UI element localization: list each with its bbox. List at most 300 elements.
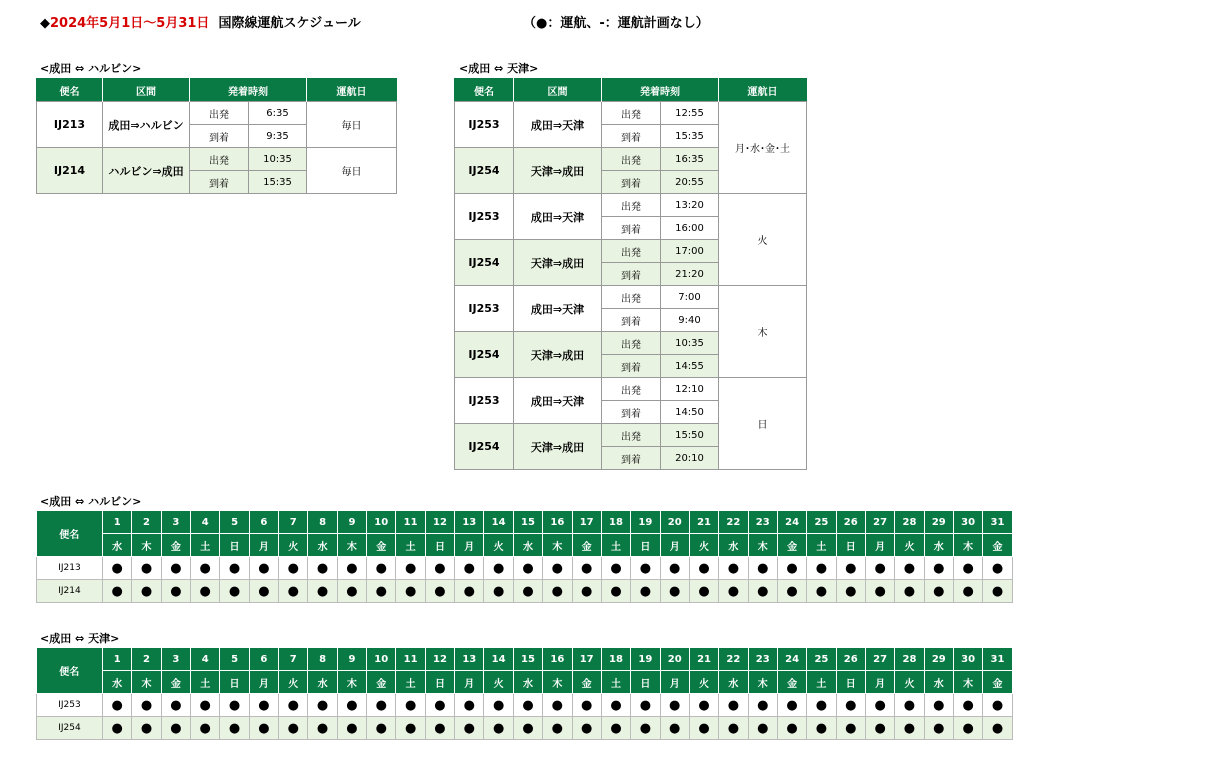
- calendar-flight-header: 便名: [37, 511, 103, 557]
- operation-mark: ●: [748, 580, 777, 603]
- operation-mark: ●: [455, 694, 484, 717]
- operation-mark: ●: [983, 694, 1012, 717]
- route: 天津⇒成田: [514, 424, 602, 470]
- operating-days: 月･水･金･土: [719, 102, 807, 194]
- calendar-weekday: 水: [103, 671, 132, 694]
- calendar-flight-row: [37, 694, 1013, 717]
- calendar-weekday: 水: [103, 534, 132, 557]
- arrive-time: 15:35: [661, 125, 719, 148]
- calendar-weekday: 月: [249, 534, 278, 557]
- operation-mark: ●: [161, 557, 190, 580]
- operating-days: 日: [719, 378, 807, 470]
- operation-mark: ●: [279, 717, 308, 740]
- operation-mark: ●: [953, 557, 982, 580]
- calendar-day: 6: [249, 511, 278, 534]
- operation-mark: ●: [279, 580, 308, 603]
- depart-label: 出発: [602, 378, 661, 401]
- calendar-day: 10: [367, 648, 396, 671]
- flight-number: IJ254: [455, 332, 514, 378]
- operation-mark: ●: [924, 717, 953, 740]
- harbin-schedule-table: [36, 78, 397, 194]
- calendar-day: 8: [308, 511, 337, 534]
- depart-time: 13:20: [661, 194, 719, 217]
- operation-mark: ●: [895, 694, 924, 717]
- calendar-weekday: 日: [220, 534, 249, 557]
- operation-mark: ●: [484, 717, 513, 740]
- operation-mark: ●: [572, 580, 601, 603]
- calendar-day: 22: [719, 511, 748, 534]
- calendar-weekday: 日: [836, 671, 865, 694]
- calendar-weekday: 土: [601, 671, 630, 694]
- calendar-day: 19: [631, 511, 660, 534]
- calendar-weekday: 金: [777, 534, 806, 557]
- calendar-day: 18: [601, 511, 630, 534]
- calendar-weekday: 金: [161, 671, 190, 694]
- route: 成田⇒天津: [514, 378, 602, 424]
- arrive-label: 到着: [602, 217, 661, 240]
- calendar-weekday: 土: [601, 534, 630, 557]
- calendar-day: 7: [279, 511, 308, 534]
- flight-number: IJ254: [455, 148, 514, 194]
- route: ハルビン⇒成田: [103, 148, 190, 194]
- operation-mark: ●: [425, 557, 454, 580]
- depart-time: 10:35: [249, 148, 307, 171]
- calendar-weekday: 水: [513, 671, 542, 694]
- depart-time: 15:50: [661, 424, 719, 447]
- arrive-time: 20:10: [661, 447, 719, 470]
- calendar-weekday: 土: [807, 534, 836, 557]
- calendar-weekday: 木: [132, 534, 161, 557]
- schedule-row: [455, 286, 807, 309]
- schedule-row: [37, 102, 397, 125]
- operation-mark: ●: [367, 580, 396, 603]
- schedule-row: [455, 194, 807, 217]
- operation-mark: ●: [572, 694, 601, 717]
- calendar-weekday: 月: [455, 534, 484, 557]
- operation-mark: ●: [836, 694, 865, 717]
- operation-mark: ●: [455, 580, 484, 603]
- calendar-day: 24: [777, 648, 806, 671]
- operation-mark: ●: [689, 694, 718, 717]
- operation-mark: ●: [513, 694, 542, 717]
- operation-mark: ●: [807, 557, 836, 580]
- operation-mark: ●: [484, 557, 513, 580]
- calendar-weekday: 水: [924, 671, 953, 694]
- arrive-label: 到着: [190, 125, 249, 148]
- operation-mark: ●: [455, 557, 484, 580]
- calendar-day: 14: [484, 511, 513, 534]
- calendar-weekday: 月: [455, 671, 484, 694]
- depart-label: 出発: [602, 286, 661, 309]
- schedule-period: 2024年5月1日～5月31日: [50, 16, 210, 31]
- operation-mark: ●: [777, 717, 806, 740]
- flight-number: IJ214: [37, 148, 103, 194]
- calendar-day: 26: [836, 511, 865, 534]
- calendar-weekday: 土: [396, 671, 425, 694]
- route: 成田⇒ハルビン: [103, 102, 190, 148]
- operation-mark: ●: [807, 694, 836, 717]
- calendar-weekday: 木: [543, 671, 572, 694]
- calendar-day: 2: [132, 648, 161, 671]
- depart-label: 出発: [602, 102, 661, 125]
- calendar-weekday: 水: [308, 534, 337, 557]
- operation-mark: ●: [572, 717, 601, 740]
- operation-mark: ●: [924, 557, 953, 580]
- operation-mark: ●: [396, 580, 425, 603]
- calendar-weekday: 日: [631, 671, 660, 694]
- operation-mark: ●: [367, 717, 396, 740]
- depart-label: 出発: [602, 332, 661, 355]
- calendar-day: 29: [924, 648, 953, 671]
- arrive-label: 到着: [602, 447, 661, 470]
- diamond-bullet: ◆: [40, 16, 50, 31]
- operation-mark: ●: [983, 580, 1012, 603]
- arrive-time: 21:20: [661, 263, 719, 286]
- operation-mark: ●: [337, 717, 366, 740]
- operation-mark: ●: [132, 694, 161, 717]
- operation-mark: ●: [337, 694, 366, 717]
- calendar-weekday: 木: [953, 534, 982, 557]
- operation-mark: ●: [660, 557, 689, 580]
- calendar-day: 23: [748, 648, 777, 671]
- calendar-day: 4: [191, 511, 220, 534]
- calendar-day: 11: [396, 511, 425, 534]
- operation-mark: ●: [132, 717, 161, 740]
- operation-mark: ●: [719, 694, 748, 717]
- depart-label: 出発: [602, 194, 661, 217]
- table-header-row: [455, 79, 807, 102]
- calendar-weekday: 金: [367, 671, 396, 694]
- operation-mark: ●: [719, 717, 748, 740]
- operation-mark: ●: [455, 717, 484, 740]
- operation-mark: ●: [425, 717, 454, 740]
- calendar-day: 14: [484, 648, 513, 671]
- arrive-label: 到着: [602, 171, 661, 194]
- header-route: 区間: [514, 79, 602, 102]
- arrive-time: 9:35: [249, 125, 307, 148]
- calendar-weekday: 月: [865, 534, 894, 557]
- calendar-weekday: 火: [484, 534, 513, 557]
- calendar-day: 3: [161, 511, 190, 534]
- header-days: 運航日: [307, 79, 397, 102]
- arrive-time: 14:50: [661, 401, 719, 424]
- calendar-day: 9: [337, 648, 366, 671]
- calendar-weekday: 金: [777, 671, 806, 694]
- calendar-weekday: 月: [660, 671, 689, 694]
- calendar-weekday: 水: [719, 534, 748, 557]
- arrive-time: 14:55: [661, 355, 719, 378]
- calendar-day: 28: [895, 511, 924, 534]
- harbin-section-label: <成田 ⇔ ハルビン>: [40, 62, 142, 75]
- operation-mark: ●: [220, 694, 249, 717]
- operation-mark: ●: [631, 717, 660, 740]
- operating-days: 毎日: [307, 148, 397, 194]
- operation-mark: ●: [660, 694, 689, 717]
- arrive-time: 9:40: [661, 309, 719, 332]
- arrive-time: 20:55: [661, 171, 719, 194]
- operation-mark: ●: [719, 580, 748, 603]
- operation-mark: ●: [836, 717, 865, 740]
- calendar-day: 22: [719, 648, 748, 671]
- calendar-weekday: 水: [719, 671, 748, 694]
- calendar-day: 24: [777, 511, 806, 534]
- operation-mark: ●: [249, 557, 278, 580]
- operating-days: 火: [719, 194, 807, 286]
- operation-mark: ●: [103, 694, 132, 717]
- operation-mark: ●: [660, 580, 689, 603]
- operation-mark: ●: [953, 717, 982, 740]
- calendar-weekday: 火: [279, 671, 308, 694]
- calendar-day: 26: [836, 648, 865, 671]
- route: 天津⇒成田: [514, 240, 602, 286]
- calendar-flight-code: IJ213: [37, 557, 103, 580]
- operation-mark: ●: [660, 717, 689, 740]
- flight-number: IJ213: [37, 102, 103, 148]
- calendar-day: 31: [983, 511, 1012, 534]
- operation-mark: ●: [132, 557, 161, 580]
- operation-mark: ●: [836, 557, 865, 580]
- calendar-day: 30: [953, 511, 982, 534]
- table-header-row: [37, 79, 397, 102]
- header-flight: 便名: [37, 79, 103, 102]
- calendar-day: 30: [953, 648, 982, 671]
- operation-mark: ●: [191, 580, 220, 603]
- operation-mark: ●: [895, 557, 924, 580]
- calendar-weekday: 土: [191, 534, 220, 557]
- flight-number: IJ253: [455, 286, 514, 332]
- arrive-time: 16:00: [661, 217, 719, 240]
- header-times: 発着時刻: [190, 79, 307, 102]
- operation-mark: ●: [220, 580, 249, 603]
- operation-mark: ●: [689, 557, 718, 580]
- operation-mark: ●: [249, 717, 278, 740]
- route: 天津⇒成田: [514, 148, 602, 194]
- calendar-day: 18: [601, 648, 630, 671]
- operation-mark: ●: [132, 580, 161, 603]
- calendar-weekday-row: [37, 534, 1013, 557]
- operation-mark: ●: [689, 717, 718, 740]
- operation-mark: ●: [807, 580, 836, 603]
- operation-mark: ●: [777, 580, 806, 603]
- calendar-day: 3: [161, 648, 190, 671]
- calendar-weekday: 木: [132, 671, 161, 694]
- calendar-day: 27: [865, 648, 894, 671]
- operation-mark: ●: [748, 717, 777, 740]
- operation-mark: ●: [308, 694, 337, 717]
- schedule-row: [37, 148, 397, 171]
- depart-time: 17:00: [661, 240, 719, 263]
- flight-number: IJ253: [455, 102, 514, 148]
- operation-mark: ●: [220, 717, 249, 740]
- calendar-day: 16: [543, 648, 572, 671]
- operation-mark: ●: [836, 580, 865, 603]
- calendar-weekday: 金: [161, 534, 190, 557]
- operation-mark: ●: [396, 717, 425, 740]
- operation-mark: ●: [396, 557, 425, 580]
- operation-mark: ●: [895, 717, 924, 740]
- operation-mark: ●: [161, 694, 190, 717]
- depart-label: 出発: [602, 148, 661, 171]
- calendar-weekday: 火: [279, 534, 308, 557]
- arrive-label: 到着: [602, 355, 661, 378]
- operation-mark: ●: [103, 717, 132, 740]
- operation-mark: ●: [337, 557, 366, 580]
- calendar-day: 1: [103, 511, 132, 534]
- calendar-flight-row: [37, 557, 1013, 580]
- operation-mark: ●: [924, 580, 953, 603]
- operation-mark: ●: [601, 694, 630, 717]
- depart-time: 12:55: [661, 102, 719, 125]
- operation-mark: ●: [572, 557, 601, 580]
- calendar-weekday: 土: [807, 671, 836, 694]
- calendar-weekday: 日: [836, 534, 865, 557]
- calendar-weekday: 月: [249, 671, 278, 694]
- operation-mark: ●: [601, 557, 630, 580]
- operation-mark: ●: [807, 717, 836, 740]
- depart-label: 出発: [602, 240, 661, 263]
- arrive-label: 到着: [602, 309, 661, 332]
- calendar-weekday: 水: [308, 671, 337, 694]
- route: 天津⇒成田: [514, 332, 602, 378]
- operation-mark: ●: [601, 580, 630, 603]
- calendar-weekday: 木: [337, 534, 366, 557]
- calendar-day: 21: [689, 511, 718, 534]
- operation-mark: ●: [689, 580, 718, 603]
- operation-mark: ●: [308, 717, 337, 740]
- operation-mark: ●: [601, 717, 630, 740]
- arrive-label: 到着: [602, 125, 661, 148]
- operation-mark: ●: [191, 557, 220, 580]
- calendar-weekday: 木: [748, 671, 777, 694]
- operation-mark: ●: [748, 694, 777, 717]
- calendar-weekday: 金: [572, 671, 601, 694]
- calendar-weekday: 火: [895, 534, 924, 557]
- legend-note: （●：運航、-：運航計画なし）: [523, 16, 709, 31]
- calendar-day: 25: [807, 648, 836, 671]
- calendar-flight-header: 便名: [37, 648, 103, 694]
- header-times: 発着時刻: [602, 79, 719, 102]
- operation-mark: ●: [631, 557, 660, 580]
- operation-mark: ●: [983, 717, 1012, 740]
- calendar-day: 19: [631, 648, 660, 671]
- calendar-weekday: 土: [191, 671, 220, 694]
- calendar-weekday: 火: [484, 671, 513, 694]
- depart-time: 6:35: [249, 102, 307, 125]
- calendar-weekday: 月: [660, 534, 689, 557]
- calendar-day-row: [37, 511, 1013, 534]
- tianjin-calendar-table: [36, 648, 1013, 740]
- calendar-day: 28: [895, 648, 924, 671]
- operation-mark: ●: [513, 717, 542, 740]
- calendar-weekday: 日: [425, 671, 454, 694]
- calendar-day: 10: [367, 511, 396, 534]
- operation-mark: ●: [337, 580, 366, 603]
- harbin-calendar-label: <成田 ⇔ ハルビン>: [40, 495, 142, 508]
- calendar-weekday: 木: [337, 671, 366, 694]
- schedule-row: [455, 102, 807, 125]
- calendar-weekday: 水: [513, 534, 542, 557]
- operation-mark: ●: [161, 717, 190, 740]
- operation-mark: ●: [983, 557, 1012, 580]
- operation-mark: ●: [513, 557, 542, 580]
- operation-mark: ●: [367, 694, 396, 717]
- route: 成田⇒天津: [514, 194, 602, 240]
- calendar-day: 17: [572, 648, 601, 671]
- operation-mark: ●: [279, 557, 308, 580]
- calendar-day: 17: [572, 511, 601, 534]
- depart-time: 10:35: [661, 332, 719, 355]
- calendar-day: 27: [865, 511, 894, 534]
- calendar-weekday: 火: [689, 671, 718, 694]
- operation-mark: ●: [953, 694, 982, 717]
- arrive-label: 到着: [190, 171, 249, 194]
- page-header: [40, 12, 361, 31]
- calendar-day: 29: [924, 511, 953, 534]
- calendar-weekday: 日: [631, 534, 660, 557]
- calendar-flight-code: IJ253: [37, 694, 103, 717]
- header-flight: 便名: [455, 79, 514, 102]
- operation-mark: ●: [543, 580, 572, 603]
- operation-mark: ●: [777, 557, 806, 580]
- operation-mark: ●: [308, 580, 337, 603]
- operation-mark: ●: [249, 580, 278, 603]
- harbin-calendar-table: [36, 511, 1013, 603]
- operation-mark: ●: [777, 694, 806, 717]
- operation-mark: ●: [953, 580, 982, 603]
- calendar-day: 20: [660, 511, 689, 534]
- calendar-day: 23: [748, 511, 777, 534]
- depart-time: 7:00: [661, 286, 719, 309]
- calendar-day: 15: [513, 511, 542, 534]
- depart-time: 16:35: [661, 148, 719, 171]
- calendar-flight-row: [37, 717, 1013, 740]
- operation-mark: ●: [191, 694, 220, 717]
- operation-mark: ●: [367, 557, 396, 580]
- calendar-day: 15: [513, 648, 542, 671]
- calendar-weekday: 金: [572, 534, 601, 557]
- calendar-weekday: 火: [895, 671, 924, 694]
- calendar-day: 16: [543, 511, 572, 534]
- operation-mark: ●: [748, 557, 777, 580]
- calendar-weekday: 日: [425, 534, 454, 557]
- arrive-time: 15:35: [249, 171, 307, 194]
- operation-mark: ●: [719, 557, 748, 580]
- operation-mark: ●: [396, 694, 425, 717]
- flight-number: IJ253: [455, 378, 514, 424]
- calendar-day: 13: [455, 648, 484, 671]
- calendar-weekday: 土: [396, 534, 425, 557]
- route: 成田⇒天津: [514, 102, 602, 148]
- operation-mark: ●: [865, 580, 894, 603]
- calendar-weekday: 木: [748, 534, 777, 557]
- operation-mark: ●: [191, 717, 220, 740]
- route: 成田⇒天津: [514, 286, 602, 332]
- calendar-day: 5: [220, 511, 249, 534]
- operation-mark: ●: [543, 717, 572, 740]
- tianjin-calendar-label: <成田 ⇔ 天津>: [40, 632, 120, 645]
- calendar-weekday: 金: [983, 534, 1012, 557]
- depart-label: 出発: [602, 424, 661, 447]
- calendar-weekday: 日: [220, 671, 249, 694]
- operation-mark: ●: [484, 694, 513, 717]
- calendar-day: 9: [337, 511, 366, 534]
- tianjin-section-label: <成田 ⇔ 天津>: [459, 62, 539, 75]
- calendar-flight-row: [37, 580, 1013, 603]
- flight-number: IJ254: [455, 424, 514, 470]
- operation-mark: ●: [924, 694, 953, 717]
- operation-mark: ●: [279, 694, 308, 717]
- calendar-weekday: 木: [953, 671, 982, 694]
